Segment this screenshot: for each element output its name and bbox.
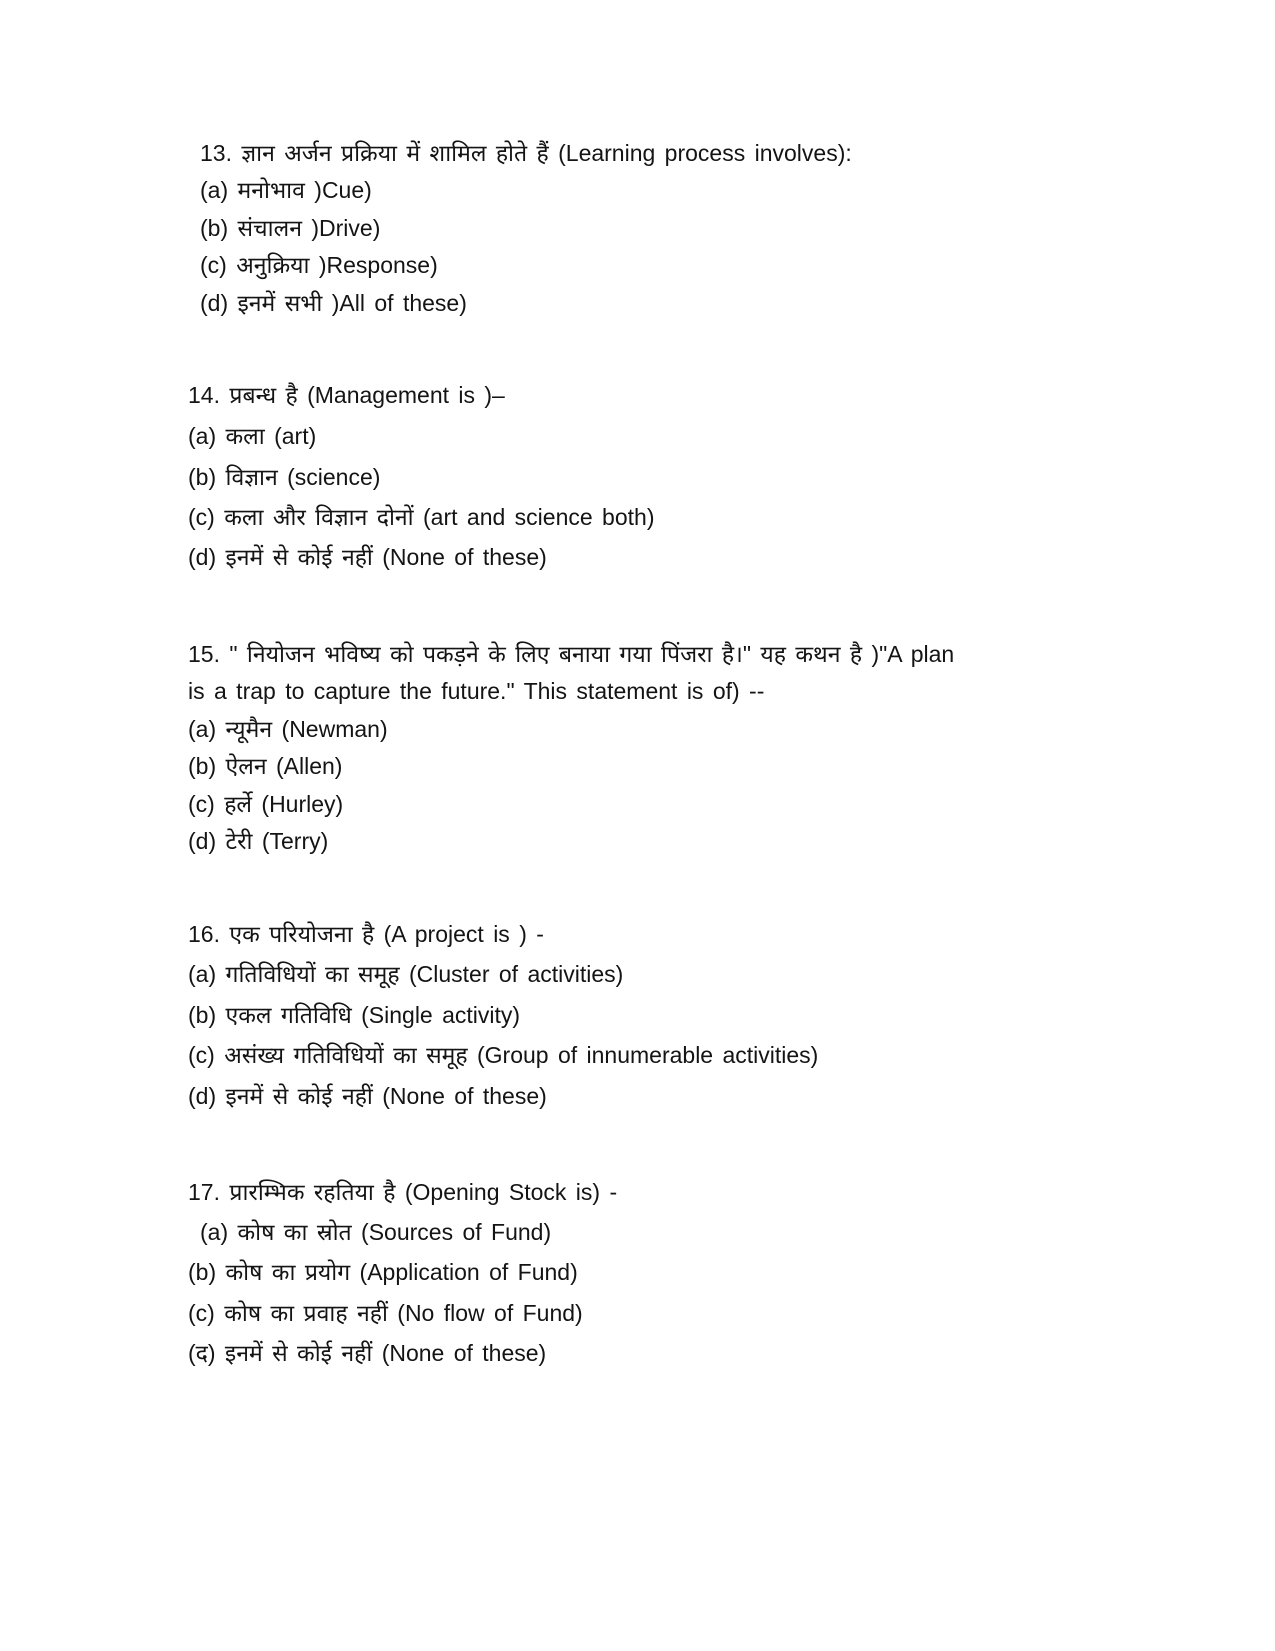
question-13-option-b: (b) संचालन )Drive)	[200, 215, 381, 241]
question-14-stem: 14. प्रबन्ध है (Management is )–	[188, 382, 505, 408]
question-16-option-b: (b) एकल गतिविधि (Single activity)	[188, 1002, 521, 1028]
question-17-option-a: (a) कोष का स्रोत (Sources of Fund)	[200, 1219, 552, 1245]
question-14-option-a: (a) कला (art)	[188, 423, 317, 449]
question-14-option-b: (b) विज्ञान (science)	[188, 464, 381, 490]
question-16-option-c: (c) असंख्य गतिविधियों का समूह (Group of innumerable activities)	[188, 1042, 819, 1068]
question-15-option-b: (b) ऐलन (Allen)	[188, 753, 343, 779]
question-15-option-d: (d) टेरी (Terry)	[188, 828, 329, 854]
question-17-option-b: (b) कोष का प्रयोग (Application of Fund)	[188, 1259, 578, 1285]
question-15-stem-line-1: 15. " नियोजन भविष्य को पकड़ने के लिए बनाया गया पिंजरा है।" यह कथन है )"A plan	[188, 641, 955, 667]
question-17-option-d: (द) इनमें से कोई नहीं (None of these)	[188, 1340, 547, 1366]
question-16-option-a: (a) गतिविधियों का समूह (Cluster of activities)	[188, 961, 624, 987]
question-16-option-d: (d) इनमें से कोई नहीं (None of these)	[188, 1083, 547, 1109]
question-13-stem: 13. ज्ञान अर्जन प्रक्रिया में शामिल होते हैं (Learning process involves):	[200, 140, 852, 166]
question-15-stem-line-2: is a trap to capture the future." This statement is of) --	[188, 678, 765, 704]
question-13-option-a: (a) मनोभाव )Cue)	[200, 177, 372, 203]
question-15-option-c: (c) हर्ले (Hurley)	[188, 791, 344, 817]
question-13-option-c: (c) अनुक्रिया )Response)	[200, 252, 438, 278]
question-17-stem: 17. प्रारम्भिक रहतिया है (Opening Stock is) -	[188, 1179, 618, 1205]
question-17-option-c: (c) कोष का प्रवाह नहीं (No flow of Fund)	[188, 1300, 583, 1326]
question-15-option-a: (a) न्यूमैन (Newman)	[188, 716, 388, 742]
question-13-option-d: (d) इनमें सभी )All of these)	[200, 290, 467, 316]
question-16-stem: 16. एक परियोजना है (A project is ) -	[188, 921, 544, 947]
question-14-option-c: (c) कला और विज्ञान दोनों (art and science both)	[188, 504, 655, 530]
question-14-option-d: (d) इनमें से कोई नहीं (None of these)	[188, 544, 547, 570]
